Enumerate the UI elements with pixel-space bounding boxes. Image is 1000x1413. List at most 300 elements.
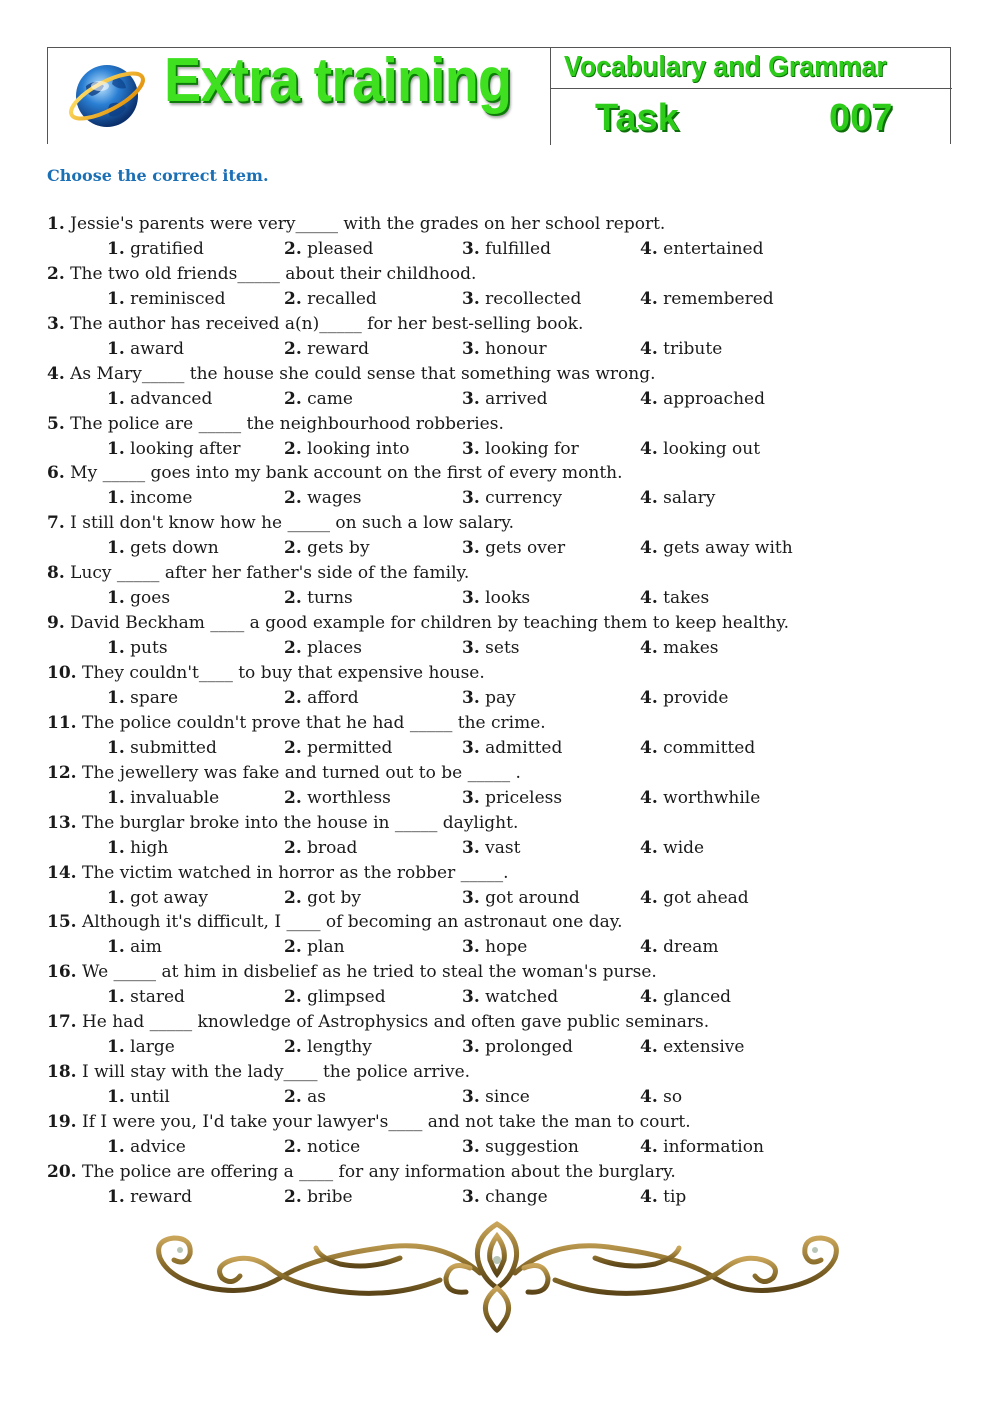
question-stem bbox=[47, 811, 967, 836]
option-number: 1. bbox=[107, 987, 125, 1008]
option-row bbox=[47, 686, 967, 711]
question-number: 1. bbox=[47, 214, 65, 234]
option-number: 3. bbox=[462, 887, 480, 908]
question-item bbox=[47, 561, 967, 611]
option-text: gets over bbox=[485, 538, 566, 559]
answer-option-3[interactable] bbox=[462, 886, 580, 911]
question-text: The burglar broke into the house in _____ daylight. bbox=[81, 812, 519, 833]
answer-option-4[interactable] bbox=[640, 935, 718, 960]
answer-option-2[interactable] bbox=[284, 586, 353, 611]
answer-option-1[interactable] bbox=[107, 287, 225, 312]
option-number: 4. bbox=[640, 488, 658, 509]
option-number: 3. bbox=[462, 1037, 480, 1058]
question-item bbox=[47, 1010, 967, 1060]
option-number: 2. bbox=[284, 1037, 302, 1058]
option-row bbox=[47, 387, 967, 412]
question-number: 2. bbox=[47, 263, 65, 284]
instruction-text: Choose the correct item. bbox=[47, 166, 269, 185]
option-text: gets down bbox=[130, 538, 219, 559]
option-text: bribe bbox=[307, 1186, 353, 1207]
option-text: gratified bbox=[130, 239, 204, 259]
answer-option-4[interactable] bbox=[640, 786, 760, 811]
question-text: My _____ goes into my bank account on the first of every month. bbox=[70, 463, 623, 484]
option-text: arrived bbox=[485, 388, 548, 409]
answer-option-2[interactable] bbox=[284, 536, 370, 561]
option-row bbox=[47, 636, 967, 661]
answer-option-4[interactable] bbox=[640, 636, 719, 661]
answer-option-4[interactable] bbox=[640, 437, 760, 462]
section-subtitle: Vocabulary and Grammar bbox=[564, 51, 887, 83]
option-number: 3. bbox=[462, 1087, 480, 1108]
option-number: 4. bbox=[640, 588, 658, 609]
option-text: recollected bbox=[485, 288, 582, 309]
option-number: 3. bbox=[462, 338, 480, 359]
question-stem bbox=[47, 362, 967, 387]
question-text: I will stay with the lady____ the police arrive. bbox=[81, 1062, 471, 1083]
option-number: 3. bbox=[462, 239, 480, 259]
option-text: broad bbox=[307, 837, 358, 858]
answer-option-3[interactable] bbox=[462, 1085, 530, 1110]
question-item bbox=[47, 1060, 967, 1110]
answer-option-1[interactable] bbox=[107, 935, 162, 960]
question-text: As Mary_____ the house she could sense that something was wrong. bbox=[70, 363, 656, 384]
option-number: 1. bbox=[107, 588, 125, 609]
option-number: 2. bbox=[284, 737, 302, 758]
answer-option-2[interactable] bbox=[284, 1135, 360, 1160]
option-number: 4. bbox=[640, 1087, 658, 1108]
option-row bbox=[47, 736, 967, 761]
answer-option-2[interactable] bbox=[284, 985, 386, 1010]
answer-option-2[interactable] bbox=[284, 736, 392, 761]
option-text: vast bbox=[485, 837, 521, 858]
question-item bbox=[47, 711, 967, 761]
option-number: 3. bbox=[462, 837, 480, 858]
option-row bbox=[47, 1135, 967, 1160]
option-text: approached bbox=[663, 388, 765, 409]
answer-option-1[interactable] bbox=[107, 886, 208, 911]
question-number: 6. bbox=[47, 463, 65, 484]
option-text: turns bbox=[307, 588, 353, 609]
answer-option-3[interactable] bbox=[462, 387, 548, 412]
option-text: as bbox=[307, 1087, 327, 1108]
answer-option-1[interactable] bbox=[107, 636, 168, 661]
option-text: looking out bbox=[663, 438, 761, 459]
answer-option-2[interactable] bbox=[284, 237, 373, 262]
answer-option-1[interactable] bbox=[107, 437, 240, 462]
option-number: 4. bbox=[640, 887, 658, 908]
question-item bbox=[47, 910, 967, 960]
answer-option-2[interactable] bbox=[284, 287, 377, 312]
option-text: invaluable bbox=[130, 787, 220, 808]
answer-option-4[interactable] bbox=[640, 536, 793, 561]
option-number: 1. bbox=[107, 837, 125, 858]
answer-option-1[interactable] bbox=[107, 1035, 175, 1060]
option-number: 3. bbox=[462, 737, 480, 758]
question-stem bbox=[47, 910, 967, 935]
answer-option-4[interactable] bbox=[640, 586, 709, 611]
answer-option-2[interactable] bbox=[284, 1035, 372, 1060]
option-text: looks bbox=[485, 588, 531, 609]
question-number: 5. bbox=[47, 413, 65, 434]
answer-option-4[interactable] bbox=[640, 287, 774, 312]
option-number: 1. bbox=[107, 388, 125, 409]
question-item bbox=[47, 661, 967, 711]
globe-icon bbox=[64, 56, 150, 134]
answer-option-4[interactable] bbox=[640, 1185, 686, 1210]
option-text: salary bbox=[663, 488, 716, 509]
option-text: advice bbox=[130, 1137, 186, 1158]
answer-option-4[interactable] bbox=[640, 337, 722, 362]
question-number: 16. bbox=[47, 962, 77, 983]
answer-option-3[interactable] bbox=[462, 786, 562, 811]
option-number: 2. bbox=[284, 438, 302, 459]
answer-option-1[interactable] bbox=[107, 1085, 170, 1110]
answer-option-1[interactable] bbox=[107, 237, 204, 262]
question-stem bbox=[47, 1010, 967, 1035]
question-text: If I were you, I'd take your lawyer's____ and not take the man to court. bbox=[81, 1112, 691, 1133]
option-text: large bbox=[130, 1037, 175, 1058]
question-stem bbox=[47, 861, 967, 886]
option-text: watched bbox=[485, 987, 559, 1008]
answer-option-3[interactable] bbox=[462, 935, 527, 960]
option-text: extensive bbox=[663, 1037, 745, 1058]
question-item bbox=[47, 212, 967, 262]
option-number: 1. bbox=[107, 488, 125, 509]
question-number: 20. bbox=[47, 1161, 77, 1182]
option-number: 3. bbox=[462, 987, 480, 1008]
option-number: 2. bbox=[284, 787, 302, 808]
option-number: 2. bbox=[284, 488, 302, 509]
option-text: got by bbox=[307, 887, 361, 908]
question-stem bbox=[47, 1060, 967, 1085]
option-number: 2. bbox=[284, 288, 302, 309]
question-number: 12. bbox=[47, 762, 77, 783]
option-number: 3. bbox=[462, 937, 480, 958]
option-row bbox=[47, 586, 967, 611]
option-row bbox=[47, 437, 967, 462]
option-number: 2. bbox=[284, 239, 302, 259]
option-number: 3. bbox=[462, 1186, 480, 1207]
option-number: 4. bbox=[640, 1137, 658, 1158]
answer-option-4[interactable] bbox=[640, 736, 755, 761]
option-number: 4. bbox=[640, 688, 658, 709]
option-text: committed bbox=[663, 737, 756, 758]
option-text: worthless bbox=[307, 787, 391, 808]
option-number: 3. bbox=[462, 288, 480, 309]
question-stem bbox=[47, 511, 967, 536]
question-text: I still don't know how he _____ on such a low salary. bbox=[70, 513, 515, 534]
question-item bbox=[47, 1160, 967, 1210]
answer-option-1[interactable] bbox=[107, 836, 168, 861]
answer-option-4[interactable] bbox=[640, 985, 731, 1010]
answer-option-3[interactable] bbox=[462, 1035, 573, 1060]
answer-option-1[interactable] bbox=[107, 736, 217, 761]
question-stem bbox=[47, 960, 967, 985]
option-text: provide bbox=[663, 688, 729, 709]
option-text: so bbox=[663, 1087, 683, 1108]
answer-option-3[interactable] bbox=[462, 636, 520, 661]
question-text: The police are _____ the neighbourhood robberies. bbox=[70, 413, 504, 434]
option-text: spare bbox=[130, 688, 179, 709]
option-number: 3. bbox=[462, 588, 480, 609]
option-number: 4. bbox=[640, 338, 658, 359]
option-number: 4. bbox=[640, 388, 658, 409]
question-item bbox=[47, 1110, 967, 1160]
option-number: 3. bbox=[462, 388, 480, 409]
option-number: 2. bbox=[284, 388, 302, 409]
answer-option-1[interactable] bbox=[107, 387, 212, 412]
answer-option-2[interactable] bbox=[284, 836, 357, 861]
question-text: The victim watched in horror as the robber _____. bbox=[81, 862, 509, 883]
answer-option-4[interactable] bbox=[640, 1135, 764, 1160]
option-text: glanced bbox=[663, 987, 732, 1008]
answer-option-2[interactable] bbox=[284, 1185, 353, 1210]
answer-option-2[interactable] bbox=[284, 437, 410, 462]
option-text: information bbox=[663, 1137, 764, 1158]
question-number: 3. bbox=[47, 313, 65, 334]
option-number: 1. bbox=[107, 239, 125, 259]
flourish-ornament bbox=[140, 1218, 855, 1333]
answer-option-2[interactable] bbox=[284, 886, 361, 911]
question-item bbox=[47, 262, 967, 312]
option-text: reward bbox=[307, 338, 370, 359]
question-stem bbox=[47, 611, 967, 636]
option-number: 2. bbox=[284, 688, 302, 709]
option-text: aim bbox=[130, 937, 162, 958]
answer-option-3[interactable] bbox=[462, 1135, 579, 1160]
answer-option-1[interactable] bbox=[107, 1135, 186, 1160]
option-text: priceless bbox=[485, 787, 563, 808]
option-text: makes bbox=[663, 638, 719, 659]
question-number: 4. bbox=[47, 363, 65, 384]
header-rule bbox=[550, 88, 952, 89]
question-number: 14. bbox=[47, 862, 77, 883]
option-text: reminisced bbox=[130, 288, 226, 309]
question-stem bbox=[47, 1160, 967, 1185]
option-text: high bbox=[130, 837, 169, 858]
option-text: suggestion bbox=[485, 1137, 579, 1158]
option-number: 3. bbox=[462, 688, 480, 709]
answer-option-4[interactable] bbox=[640, 836, 704, 861]
answer-option-2[interactable] bbox=[284, 486, 362, 511]
answer-option-4[interactable] bbox=[640, 1035, 744, 1060]
answer-option-1[interactable] bbox=[107, 486, 192, 511]
option-text: admitted bbox=[485, 737, 563, 758]
option-text: income bbox=[130, 488, 193, 509]
option-row bbox=[47, 536, 967, 561]
option-text: permitted bbox=[307, 737, 393, 758]
answer-option-2[interactable] bbox=[284, 786, 391, 811]
option-number: 1. bbox=[107, 887, 125, 908]
option-text: prolonged bbox=[485, 1037, 573, 1058]
option-number: 1. bbox=[107, 1087, 125, 1108]
option-text: got ahead bbox=[663, 887, 749, 908]
option-number: 4. bbox=[640, 937, 658, 958]
answer-option-4[interactable] bbox=[640, 486, 715, 511]
option-text: stared bbox=[130, 987, 185, 1008]
option-number: 2. bbox=[284, 1137, 302, 1158]
option-text: worthwhile bbox=[663, 787, 761, 808]
option-number: 3. bbox=[462, 538, 480, 559]
question-stem bbox=[47, 312, 967, 337]
answer-option-2[interactable] bbox=[284, 1085, 326, 1110]
answer-option-3[interactable] bbox=[462, 686, 516, 711]
question-item bbox=[47, 611, 967, 661]
answer-option-4[interactable] bbox=[640, 1085, 682, 1110]
option-row bbox=[47, 337, 967, 362]
option-number: 4. bbox=[640, 1037, 658, 1058]
question-text: He had _____ knowledge of Astrophysics and often gave public seminars. bbox=[81, 1012, 710, 1033]
answer-option-4[interactable] bbox=[640, 387, 765, 412]
task-label: Task bbox=[595, 97, 679, 139]
answer-option-1[interactable] bbox=[107, 586, 170, 611]
answer-option-1[interactable] bbox=[107, 1185, 192, 1210]
option-text: hope bbox=[485, 937, 528, 958]
question-list bbox=[47, 212, 967, 1210]
main-title: Extra training bbox=[164, 46, 512, 115]
answer-option-1[interactable] bbox=[107, 536, 219, 561]
answer-option-2[interactable] bbox=[284, 387, 353, 412]
question-number: 11. bbox=[47, 712, 77, 733]
option-text: gets away with bbox=[663, 538, 793, 559]
option-text: wages bbox=[307, 488, 362, 509]
option-text: pay bbox=[485, 688, 516, 709]
question-stem bbox=[47, 561, 967, 586]
option-text: award bbox=[130, 338, 184, 359]
option-text: advanced bbox=[130, 388, 213, 409]
option-number: 1. bbox=[107, 787, 125, 808]
question-number: 9. bbox=[47, 613, 65, 634]
question-stem bbox=[47, 412, 967, 437]
option-number: 4. bbox=[640, 1186, 658, 1207]
option-number: 2. bbox=[284, 588, 302, 609]
answer-option-3[interactable] bbox=[462, 437, 579, 462]
option-row bbox=[47, 836, 967, 861]
answer-option-3[interactable] bbox=[462, 237, 551, 262]
option-text: places bbox=[307, 638, 362, 659]
answer-option-1[interactable] bbox=[107, 686, 178, 711]
question-text: The author has received a(n)_____ for her best-selling book. bbox=[70, 313, 584, 334]
answer-option-2[interactable] bbox=[284, 935, 345, 960]
question-text: They couldn't____ to buy that expensive house. bbox=[81, 663, 485, 684]
question-item bbox=[47, 960, 967, 1010]
question-number: 7. bbox=[47, 513, 65, 534]
answer-option-4[interactable] bbox=[640, 686, 728, 711]
answer-option-3[interactable] bbox=[462, 586, 530, 611]
option-number: 4. bbox=[640, 288, 658, 309]
option-text: looking into bbox=[307, 438, 410, 459]
option-number: 2. bbox=[284, 837, 302, 858]
option-number: 2. bbox=[284, 887, 302, 908]
option-text: entertained bbox=[663, 239, 764, 259]
question-item bbox=[47, 511, 967, 561]
option-number: 3. bbox=[462, 488, 480, 509]
option-text: looking after bbox=[130, 438, 241, 459]
question-text: Although it's difficult, I ____ of becoming an astronaut one day. bbox=[81, 912, 623, 933]
question-item bbox=[47, 412, 967, 462]
answer-option-3[interactable] bbox=[462, 486, 562, 511]
option-number: 1. bbox=[107, 438, 125, 459]
answer-option-1[interactable] bbox=[107, 985, 185, 1010]
option-number: 2. bbox=[284, 987, 302, 1008]
worksheet-header bbox=[47, 47, 951, 144]
option-text: got away bbox=[130, 887, 208, 908]
question-number: 19. bbox=[47, 1112, 77, 1133]
option-number: 2. bbox=[284, 538, 302, 559]
option-text: lengthy bbox=[307, 1037, 372, 1058]
option-number: 4. bbox=[640, 638, 658, 659]
option-text: takes bbox=[663, 588, 710, 609]
answer-option-3[interactable] bbox=[462, 287, 581, 312]
option-number: 1. bbox=[107, 1137, 125, 1158]
answer-option-2[interactable] bbox=[284, 686, 359, 711]
option-number: 2. bbox=[284, 1087, 302, 1108]
option-number: 3. bbox=[462, 787, 480, 808]
option-text: sets bbox=[485, 638, 520, 659]
question-stem bbox=[47, 461, 967, 486]
option-row bbox=[47, 985, 967, 1010]
answer-option-2[interactable] bbox=[284, 337, 369, 362]
question-text: Lucy _____ after her father's side of the family. bbox=[70, 563, 470, 584]
option-text: pleased bbox=[307, 239, 374, 259]
option-number: 1. bbox=[107, 688, 125, 709]
question-text: David Beckham ____ a good example for children by teaching them to keep healthy. bbox=[70, 613, 790, 634]
answer-option-4[interactable] bbox=[640, 886, 749, 911]
option-number: 2. bbox=[284, 338, 302, 359]
answer-option-3[interactable] bbox=[462, 736, 562, 761]
option-text: recalled bbox=[307, 288, 377, 309]
answer-option-1[interactable] bbox=[107, 786, 219, 811]
answer-option-3[interactable] bbox=[462, 836, 520, 861]
question-item bbox=[47, 811, 967, 861]
answer-option-3[interactable] bbox=[462, 985, 558, 1010]
task-number: 007 bbox=[829, 97, 893, 139]
answer-option-3[interactable] bbox=[462, 1185, 548, 1210]
question-item bbox=[47, 362, 967, 412]
question-item bbox=[47, 861, 967, 911]
option-text: tribute bbox=[663, 338, 723, 359]
option-text: since bbox=[485, 1087, 530, 1108]
option-row bbox=[47, 1035, 967, 1060]
option-text: gets by bbox=[307, 538, 370, 559]
option-text: tip bbox=[663, 1186, 687, 1207]
option-number: 2. bbox=[284, 1186, 302, 1207]
question-text: We _____ at him in disbelief as he tried to steal the woman's purse. bbox=[81, 962, 657, 983]
answer-option-3[interactable] bbox=[462, 337, 547, 362]
question-stem bbox=[47, 761, 967, 786]
option-text: came bbox=[307, 388, 353, 409]
option-text: submitted bbox=[130, 737, 217, 758]
option-text: remembered bbox=[663, 288, 774, 309]
option-number: 1. bbox=[107, 638, 125, 659]
header-divider bbox=[550, 48, 551, 145]
option-row bbox=[47, 886, 967, 911]
option-number: 4. bbox=[640, 438, 658, 459]
question-number: 18. bbox=[47, 1062, 77, 1083]
option-row bbox=[47, 287, 967, 312]
question-text: The police couldn't prove that he had _____ the crime. bbox=[81, 712, 546, 733]
option-number: 2. bbox=[284, 937, 302, 958]
option-row bbox=[47, 486, 967, 511]
option-text: reward bbox=[130, 1186, 193, 1207]
answer-option-3[interactable] bbox=[462, 536, 565, 561]
answer-option-2[interactable] bbox=[284, 636, 362, 661]
answer-option-1[interactable] bbox=[107, 337, 184, 362]
answer-option-4[interactable] bbox=[640, 237, 763, 262]
option-text: fulfilled bbox=[485, 239, 551, 259]
question-number: 15. bbox=[47, 912, 77, 933]
option-number: 2. bbox=[284, 638, 302, 659]
